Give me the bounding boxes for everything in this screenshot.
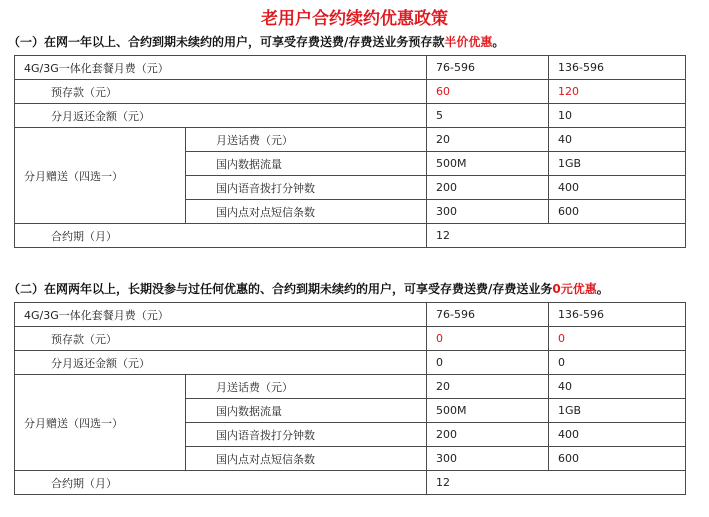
section1-heading-text: （一）在网一年以上、合约到期未续约的用户，可享受存费送费/存费送业务预存款 (8, 35, 445, 49)
cell-tier1: 200 (427, 423, 549, 447)
row-label: 月送话费（元） (186, 128, 427, 152)
table-row (15, 80, 686, 104)
table-row (15, 128, 686, 152)
page-title: 老用户合约续约优惠政策 (261, 9, 448, 29)
cell-tier1: 200 (427, 176, 549, 200)
row-label: 预存款（元） (15, 327, 427, 351)
section2-heading (8, 280, 609, 297)
cell-tier1: 60 (427, 80, 549, 104)
gift-group-label: 分月赠送（四选一） (15, 128, 186, 224)
row-label: 4G/3G一体化套餐月费（元） (15, 56, 427, 80)
row-label: 合约期（月） (15, 224, 427, 248)
row-label: 国内点对点短信条数 (186, 447, 427, 471)
cell-tier1: 0 (427, 327, 549, 351)
cell-tier2: 136-596 (549, 56, 686, 80)
section2-heading-suffix: 。 (596, 282, 609, 296)
cell-tier1: 300 (427, 200, 549, 224)
cell-tier2: 0 (549, 327, 686, 351)
row-label: 国内数据流量 (186, 152, 427, 176)
cell-tier2: 40 (549, 375, 686, 399)
cell-contract-period: 12 (427, 224, 686, 248)
cell-tier2: 1GB (549, 152, 686, 176)
row-label: 分月返还金额（元） (15, 104, 427, 128)
cell-tier2: 40 (549, 128, 686, 152)
cell-tier1: 0 (427, 351, 549, 375)
section2-heading-text: （二）在网两年以上，长期没参与过任何优惠的、合约到期未续约的用户，可享受存费送费/存费送业务 (8, 282, 553, 296)
row-label: 国内数据流量 (186, 399, 427, 423)
table-row (15, 351, 686, 375)
section1-heading-suffix: 。 (492, 35, 505, 49)
cell-tier1: 76-596 (427, 56, 549, 80)
cell-tier1: 500M (427, 152, 549, 176)
cell-tier1: 500M (427, 399, 549, 423)
cell-tier1: 300 (427, 447, 549, 471)
row-label: 预存款（元） (15, 80, 427, 104)
row-label: 国内语音拨打分钟数 (186, 176, 427, 200)
table-row (15, 375, 686, 399)
section1-heading (8, 33, 504, 50)
cell-tier2: 0 (549, 351, 686, 375)
table-row (15, 224, 686, 248)
gift-group-label: 分月赠送（四选一） (15, 375, 186, 471)
row-label: 分月返还金额（元） (15, 351, 427, 375)
row-label: 国内语音拨打分钟数 (186, 423, 427, 447)
cell-tier2: 600 (549, 447, 686, 471)
cell-tier2: 400 (549, 176, 686, 200)
cell-tier2: 1GB (549, 399, 686, 423)
cell-tier2: 600 (549, 200, 686, 224)
row-label: 月送话费（元） (186, 375, 427, 399)
section2-heading-highlight: 0元优惠 (552, 282, 597, 296)
section1-heading-highlight: 半价优惠 (444, 35, 493, 49)
cell-tier1: 5 (427, 104, 549, 128)
row-label: 合约期（月） (15, 471, 427, 495)
cell-tier2: 136-596 (549, 303, 686, 327)
table-row (15, 56, 686, 80)
cell-tier1: 20 (427, 375, 549, 399)
cell-tier1: 76-596 (427, 303, 549, 327)
row-label: 国内点对点短信条数 (186, 200, 427, 224)
section2-table (14, 302, 686, 495)
cell-tier2: 120 (549, 80, 686, 104)
cell-tier2: 10 (549, 104, 686, 128)
table-row (15, 327, 686, 351)
section1-table (14, 55, 686, 248)
cell-contract-period: 12 (427, 471, 686, 495)
table-row (15, 303, 686, 327)
cell-tier2: 400 (549, 423, 686, 447)
cell-tier1: 20 (427, 128, 549, 152)
table-row (15, 104, 686, 128)
row-label: 4G/3G一体化套餐月费（元） (15, 303, 427, 327)
table-row (15, 471, 686, 495)
